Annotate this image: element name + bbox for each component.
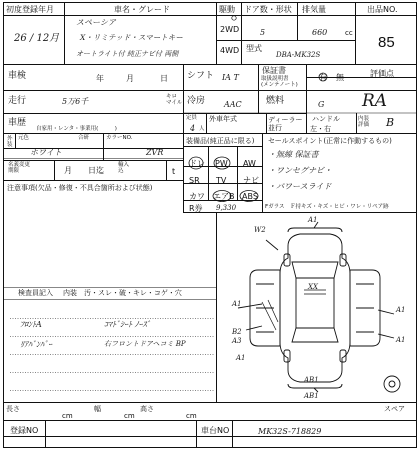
mark-ab1-rear: AB1 (304, 376, 319, 384)
name-change-month: 月 (64, 166, 72, 175)
mark-a1-right: A1 (396, 306, 406, 314)
sales-line-2: ・ワンセグナビ・ (268, 166, 332, 175)
dealer-label: ディーラー 並行 (268, 116, 303, 132)
aircon-label: 冷房 (187, 96, 206, 106)
notes-label: 注意事項(欠品・修復・不具合箇所および状態) (7, 184, 153, 192)
glass-label: Fガラス Ｆ持キズ・キズ・ヒビ・ワレ・リペア跡 (265, 204, 389, 210)
shaken-label: 車検 (8, 71, 27, 81)
fuel-value: G (318, 100, 325, 109)
mark-a1-top: A1 (308, 216, 318, 224)
sales-label: セールスポイント(正常に作動するもの) (268, 137, 392, 145)
r-ticket-value: 9,330 (216, 204, 237, 212)
warranty-label: 保証書 (262, 66, 286, 75)
capacity-unit: 人 (199, 126, 205, 132)
equip-sr: SR (189, 176, 200, 185)
reg-no-label: 登録NO (10, 426, 39, 435)
length-label: 長さ (6, 405, 20, 413)
car-name-label: 車名・グレード (114, 5, 170, 14)
rating-label: 評価点 (370, 69, 394, 78)
lot-no-label: 出品NO. (367, 5, 398, 14)
handle-value: 左・右 (310, 125, 331, 133)
color-code-label: カラーNO. (106, 135, 133, 141)
rating-value: RA (362, 91, 388, 111)
shaken-day: 日 (160, 74, 168, 83)
lot-no-value: 85 (378, 34, 395, 51)
width-label: 幅 (94, 405, 101, 413)
handle-label: ハンドル (312, 115, 340, 123)
mileage-label: 走行 (8, 96, 27, 106)
recycle-label: 輸入 込 (118, 162, 130, 174)
exterior-label: 外 装 (7, 136, 13, 148)
equip-airbag: エアB (213, 192, 235, 201)
original-color-value: ホワイト (30, 148, 62, 157)
recycle-unit: t (172, 167, 176, 176)
after-color-label: 合研 (78, 135, 90, 141)
name-change-day: 日迄 (88, 166, 104, 175)
drive-label: 駆動 (219, 5, 235, 14)
mileage-unit: キロ マイル (166, 94, 183, 106)
model-label: 型式 (246, 44, 262, 53)
damage-diagram (218, 214, 416, 400)
warranty-no: 無 (336, 73, 344, 82)
model-value: DBA-MK32S (276, 51, 321, 59)
interior-value: B (386, 116, 395, 129)
doors-value: 5 (260, 28, 266, 37)
inspector-note-2: ﾘｱﾊﾞﾝﾊﾟｰ (20, 340, 52, 349)
mark-a1-left2: A1 (236, 354, 246, 362)
shift-label: シフト (187, 71, 215, 81)
chassis-label: 車台NO (201, 426, 230, 435)
shift-value: IA T (222, 73, 239, 82)
mark-w2: W2 (254, 226, 266, 234)
length-cm: cm (62, 412, 73, 420)
equip-dore: ドレ (189, 159, 205, 168)
color-code-value: ZVR (146, 148, 164, 157)
mark-a1-right2: A1 (396, 336, 406, 344)
shaken-year: 年 (96, 74, 104, 83)
original-color-label: 元色 (18, 135, 30, 141)
mark-a3: A3 (232, 337, 242, 345)
equip-kawa: カワ (189, 192, 205, 201)
history-options: 自家用・レンタ・事業用( ) (36, 126, 117, 132)
car-name-line3: オートライト付 純正ナビ付 両側 (76, 50, 179, 58)
interior-label: 内装 評価 (358, 116, 370, 128)
history-label: 車歴 (8, 118, 27, 128)
mark-b2: B2 (232, 328, 242, 336)
equip-pw: PW (215, 159, 228, 168)
shaken-month: 月 (126, 74, 134, 83)
first-reg-value: 26 / 12月 (14, 33, 60, 44)
equip-tv: TV (216, 176, 227, 185)
doors-label: ドア数・形状 (244, 5, 292, 14)
sales-line-1: ・無線 保証書 (268, 150, 319, 159)
equip-abs: ABS (242, 192, 258, 201)
drive-4wd: 4WD (220, 46, 240, 55)
first-reg-label: 初度登録年月 (6, 5, 54, 14)
equipment-label: 装備品(純正品に限る) (186, 137, 255, 145)
name-change-label: 名義変更 期限 (8, 162, 31, 174)
drive-2wd: 2WD (220, 25, 240, 34)
fuel-label: 燃料 (266, 96, 285, 106)
height-label: 高さ (140, 405, 154, 413)
inspector-note-3: ｺﾏﾄﾞｼｰﾄ ﾉｰｽﾞ (104, 320, 151, 329)
displacement-label: 排気量 (302, 5, 326, 14)
capacity-label: 定員 (186, 115, 198, 121)
inspector-note-1: ﾌﾛﾝﾄA (20, 320, 42, 329)
inspector-label: 検査員記入 (18, 289, 53, 297)
mark-ab1-bottom: AB1 (304, 392, 319, 400)
mileage-value: 5万6千 (62, 97, 89, 106)
capacity-value: 4 (190, 124, 196, 133)
aircon-value: AAC (224, 100, 242, 109)
sales-line-3: ・パワースライド (268, 182, 332, 191)
r-ticket-label: R券 (189, 204, 203, 213)
height-cm: cm (186, 412, 197, 420)
warranty-sub: 取扱説明書 (メンテノート) (261, 76, 298, 88)
interior-marks: 内装 汚・スレ・破・キレ・コゲ・穴 (63, 289, 182, 297)
mark-a1-left: A1 (232, 300, 242, 308)
equip-navi: ナビ (243, 176, 259, 185)
import-label: 外車年式 (209, 115, 237, 123)
chassis-value: MK32S-718829 (258, 427, 322, 436)
equip-aw: AW (243, 159, 256, 168)
car-name-line2: X・リミテッド・スマートキー (80, 33, 183, 42)
displacement-value: 660 (312, 28, 328, 37)
cc-unit: cc (345, 29, 353, 37)
inspector-note-4: 右フロントドアヘコミ BP (104, 340, 186, 348)
spare-label: スペア (384, 405, 405, 413)
mark-xx: XX (308, 283, 318, 291)
width-cm: cm (124, 412, 135, 420)
car-name-line1: スペーシア (76, 18, 116, 27)
warranty-yes: 有 (319, 73, 327, 82)
